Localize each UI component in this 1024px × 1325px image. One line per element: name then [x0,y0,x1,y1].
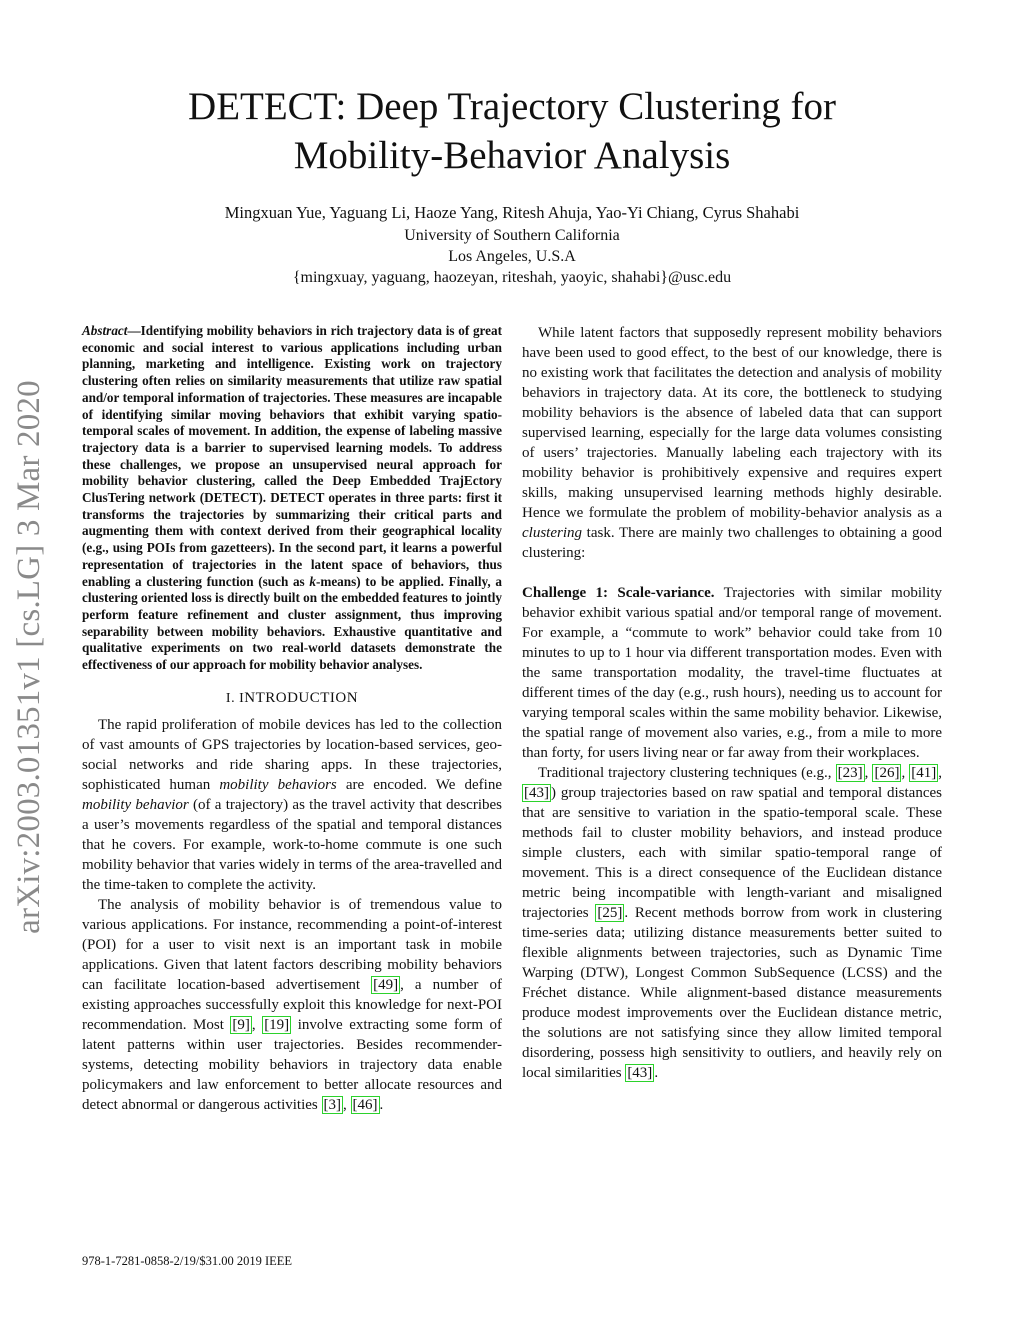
citation-link[interactable]: [43] [627,1065,653,1081]
title-line-1: DETECT: Deep Trajectory Clustering for [188,85,836,128]
text-run: Traditional trajectory clustering techniques (e.g., [538,765,836,781]
text-run: , [251,1016,263,1033]
text-run: . [379,1096,384,1113]
citation-link[interactable]: [3] [323,1096,341,1113]
citation-link[interactable]: [25] [597,905,623,921]
challenge-1-paragraph [522,583,942,763]
section-initial: I [239,690,245,706]
emphasis: mobility behaviors [219,776,337,793]
text-run: The rapid proliferation of mobile devices has led to the collection of vast amounts of GPS trajectories by location-based services, geo-social networks and ride sharing apps. In these trajectories, sophisticated human [82,716,502,793]
arxiv-sidebar [4,355,54,960]
text-run: , [901,765,910,781]
text-run: , [864,765,873,781]
text-run: involve extracting some form of latent patterns within user trajectories. Besides recommender-systems, detecting mobility behaviors in trajectory data enable policymakers and law enforcement to better allocate resources and detect abnormal or dangerous activities [82,1016,503,1113]
paragraph-gap [522,563,942,583]
emphasis: clustering [522,525,582,541]
location: Los Angeles, U.S.A [448,248,576,265]
affiliation: University of Southern California [404,227,620,244]
copyright-footer: 978-1-7281-0858-2/19/$31.00 2019 IEEE [82,1254,293,1268]
author-block [100,202,924,288]
citation-link[interactable]: [23] [837,765,863,781]
citation-link[interactable]: [43] [524,785,549,801]
paper-title [130,82,894,180]
text-run: The analysis of mobility behavior is of tremendous value to various applications. For instance, recommending a point-of-interest (POI) for a user to visit next is an important task in mobile applications. Given that latent factors describing mobility behaviors can facilitate location-based advertisement [82,896,502,993]
citation-link[interactable]: [49] [373,976,399,993]
text-run: (of a trajectory) as the travel activity that describes a user’s movements regardless of the spatial and temporal distances that he covers. For example, work-to-home commute is one such mobility behavior that varies widely in terms of the area-travelled and the time-taken to complete the activity. [82,796,502,893]
abstract-text-2: -means) to be applied. Finally, a clustering oriented loss is directly built on the embedded features to jointly perform feature refinement and cluster assignment, thus improving separability between mobility behaviors. Exhaustive quantitative and qualitative experiments on two real-world datasets demonstrate the effectiveness of our approach for mobility behavior analyses. [82,573,502,673]
citation-link[interactable]: [41] [911,765,937,781]
citation-link[interactable]: [26] [874,765,900,781]
section-rest: NTRODUCTION [244,689,359,706]
intro-paragraph-1 [82,715,502,895]
abstract-k: k [309,573,316,589]
text-run: are encoded. We define [336,776,502,793]
text-run: ) group trajectories based on raw spatial and temporal distances that are sensitive to variation in the spatio-temporal scale. These methods fail to cluster mobility behaviors, and instead produce simple clusters, each with similar spatio-temporal range of movement. This is a direct consequence of the Euclidean distance metric being incompatible with length-variant and misaligned trajectories [522,785,942,921]
text-run: . Recent methods borrow from work in clustering time-series data; utilizing distance measurements better suited to flexible alignments between trajectories, such as Dynamic Time Warping (DTW), Longest Common SubSequence (LCSS) and the Fréchet distance. While alignment-based distance measurements produce modest improvements over the Euclidean distance metric, the solutions are not satisfying since they allow limited temporal disordering, possess high sensitivity to outliers, and heavily rely on local similarities [522,905,942,1081]
title-line-2: Mobility-Behavior Analysis [293,134,731,177]
section-heading-introduction [82,688,502,709]
abstract-label: Abstract [82,323,128,338]
text-run: , [343,1096,351,1113]
text-run: While latent factors that supposedly represent mobility behaviors have been used to good effect, to the best of our knowledge, there is no existing work that facilitates the detection and analysis of mobility behaviors in trajectory data. At its core, the bottleneck to studying mobility behaviors is the absence of labeled data that can support supervised learning, especially for the large data volumes consisting of users’ trajectories. Manually labeling each trajectory with its mobility behavior is prohibitively expensive and requires expert skills, making unsupervised learning methods highly desirable. Hence we formulate the problem of mobility-behavior analysis as a [522,325,942,521]
text-run: . [654,1065,659,1081]
citation-link[interactable]: [19] [264,1016,290,1033]
right-column [522,323,942,1083]
email: {mingxuay, yaguang, haozeyan, riteshah, yaoyic, shahabi}@usc.edu [292,269,732,286]
right-paragraph-2 [522,763,942,1083]
text-run: , [938,765,943,781]
section-number: I. [225,690,240,706]
citation-link[interactable]: [9] [232,1016,250,1033]
text-run: , a number of existing approaches successfully exploit this knowledge for next-POI recommendation. Most [82,976,502,1033]
challenge-1-label: Challenge 1: Scale-variance. [522,585,715,601]
arxiv-identifier: arXiv:2003.01351v1 [cs.LG] 3 Mar 2020 [11,380,47,934]
left-column [82,323,502,1115]
emphasis: mobility behavior [82,796,189,813]
abstract [82,323,502,674]
author-names: Mingxuan Yue, Yaguang Li, Haoze Yang, Ritesh Ahuja, Yao-Yi Chiang, Cyrus Shahabi [224,203,800,222]
right-paragraph-1 [522,323,942,563]
citation-link[interactable]: [46] [352,1096,378,1113]
abstract-text-1: —Identifying mobility behaviors in rich trajectory data is of great economic and social interest to various applications including urban planning, marketing and intelligence. Existing work on trajectory clustering often relies on similarity measurements that utilize raw spatial and/or temporal information of trajectories. These measures are incapable of identifying similar moving behaviors that exhibit varying spatio-temporal scales of movement. In addition, the expense of labeling massive trajectory data is a barrier to supervised learning models. To address these challenges, we propose an unsupervised neural approach for mobility behavior clustering, called the Deep Embedded TrajEctory ClusTering network (DETECT). DETECT operates in three parts: first it transforms the trajectories by summarizing their critical parts and augmenting them with context derived from their geographical locality (e.g., using POIs from gazetteers). In the second part, it learns a powerful representation of trajectories in the latent space of behaviors, thus enabling a clustering function (such as [82,323,502,589]
intro-paragraph-2 [82,895,502,1115]
text-run: Trajectories with similar mobility behavior exhibit various spatial and/or temporal range of movement. For example, a “commute to work” behavior could take from 10 minutes to up to 1 hour via different transportation modes. Even with the same transportation modality, the travel-time fluctuates at different times of the day (e.g., rush hours), needing us to account for varying temporal scales within the same mobility behavior. Likewise, the spatial range of movement also varies, e.g., from a mile to more than forty, for users living near or far away from their workplaces. [522,585,942,761]
text-run: task. There are mainly two challenges to obtaining a good clustering: [522,525,942,561]
